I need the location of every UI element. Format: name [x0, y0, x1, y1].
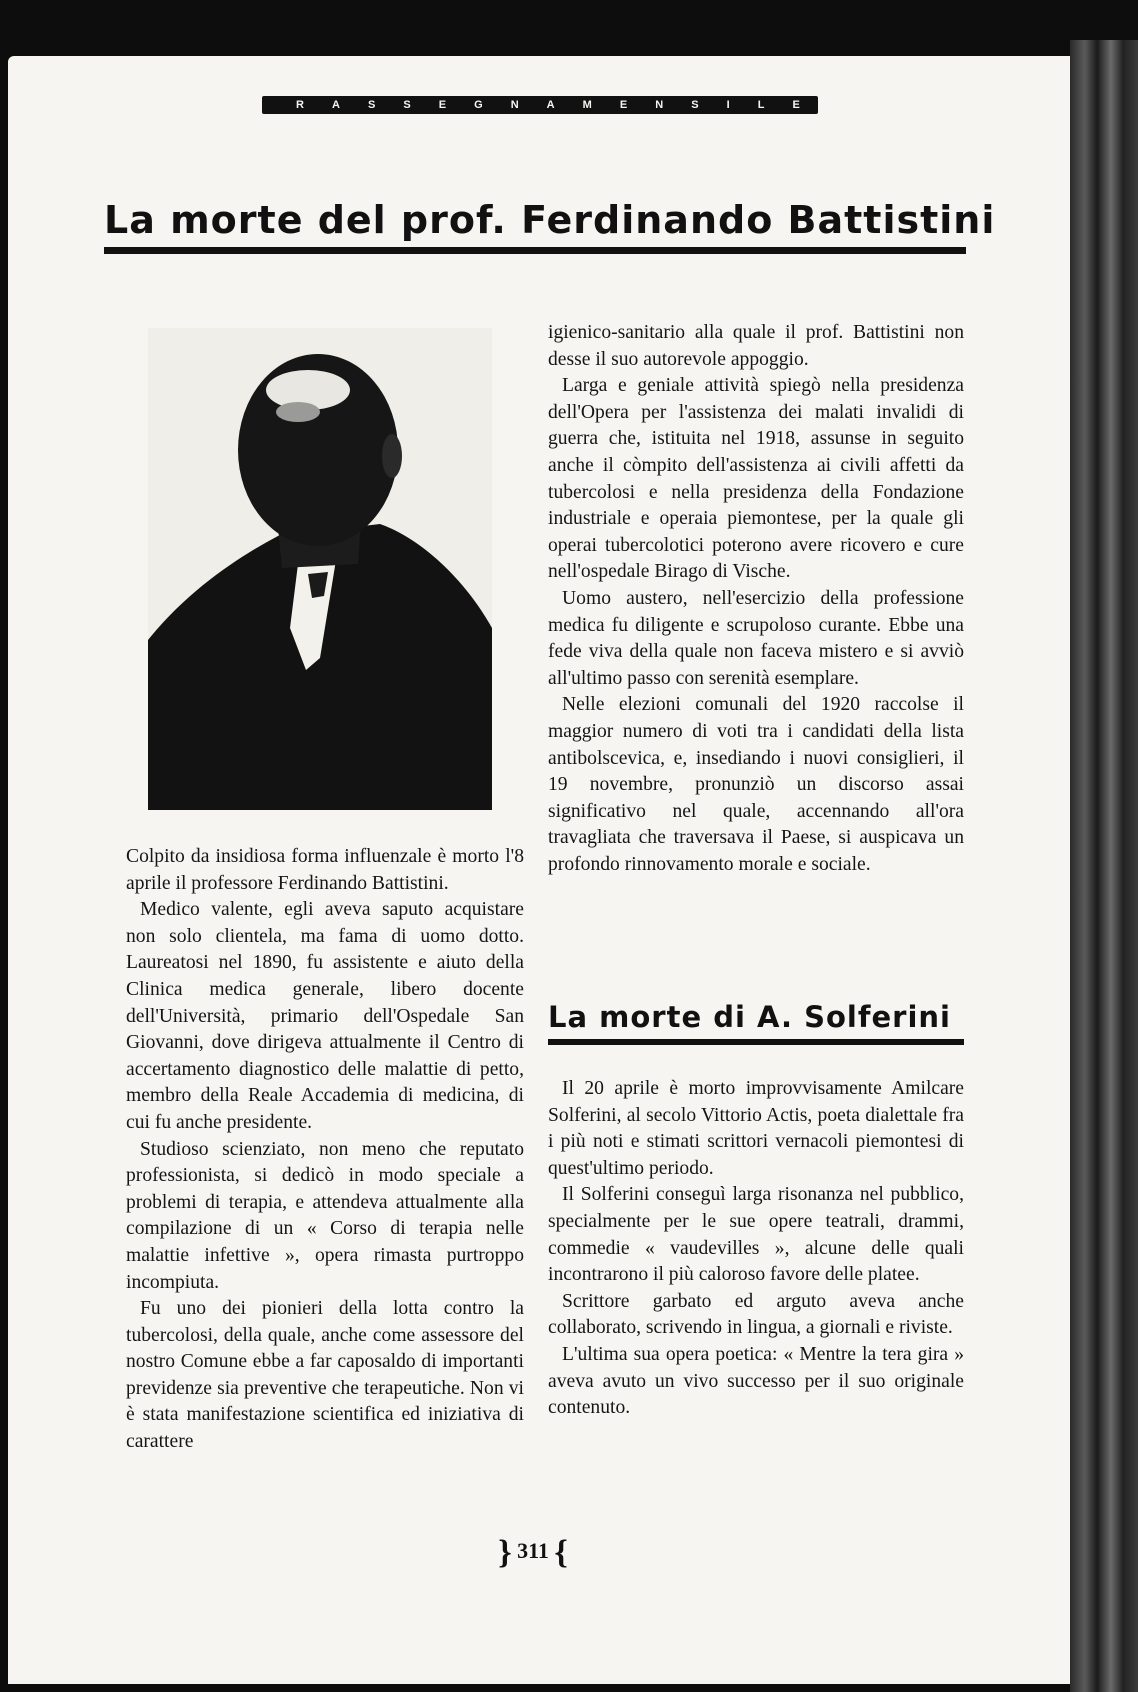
running-header	[262, 96, 818, 114]
title-rule	[104, 247, 966, 254]
book-spine	[1070, 40, 1138, 1692]
header-letter: N	[510, 99, 521, 111]
second-article-body	[548, 1076, 964, 1422]
portrait-photo	[148, 328, 492, 810]
page-ornament-right: {	[554, 1534, 568, 1571]
header-letter: L	[757, 99, 767, 111]
header-letter: M	[582, 99, 594, 111]
header-letter: S	[367, 99, 378, 111]
subtitle-rule	[548, 1039, 964, 1045]
paragraph: Fu uno dei pionieri della lotta contro la tubercolosi, della quale, anche come assessore del nostro Comune ebbe a far caposaldo di importanti previdenze sia preventive che terapeutiche. Non vi è stata manifestazione scientifica ed iniziativa di carattere	[126, 1298, 524, 1453]
paragraph: igienico-sanitario alla quale il prof. Battistini non desse il suo autorevole appoggio.	[548, 322, 964, 370]
left-column	[126, 844, 524, 1456]
paragraph: Medico valente, egli aveva saputo acquistare non solo clientela, ma fama di uomo dotto. Laureatosi nel 1890, fu assistente e aiuto della Clinica medica generale, libero docente dell'Università, primario dell'Ospedale San Giovanni, dove dirigeva attualmente il Centro di accertamento diagnostico delle malattie di petto, membro della Reale Accademia di medicina, di cui fu anche presidente.	[126, 899, 524, 1133]
header-letter: N	[655, 99, 666, 111]
page-ornament-left: }	[498, 1534, 512, 1571]
right-column	[548, 320, 964, 878]
header-letter: A	[331, 99, 342, 111]
header-letter: E	[619, 99, 630, 111]
second-article-title: La morte di A. Solferini	[548, 1000, 951, 1034]
paragraph: Nelle elezioni comunali del 1920 raccolse il maggior numero di voti tra i candidati della lista antibolscevica, e, insediando i nuovi consiglieri, il 19 novembre, pronunziò un discorso assai significativo nel quale, accennando all'ora travagliata che traversava il Paese, si auspicava un profondo rinnovamento morale e sociale.	[548, 694, 964, 875]
header-letter: I	[726, 99, 732, 111]
header-letter: S	[691, 99, 701, 111]
page-number	[488, 1534, 578, 1572]
header-letter: R	[296, 99, 306, 111]
paragraph: Scrittore garbato ed arguto aveva anche collaborato, scrivendo in lingua, a giornali e riviste.	[548, 1290, 964, 1339]
article-title: La morte del prof. Ferdinando Battistini	[104, 198, 996, 242]
paragraph: Colpito da insidiosa forma influenzale è morto l'8 aprile il professore Ferdinando Battistini.	[126, 846, 524, 894]
header-letter: S	[403, 99, 413, 111]
header-letter: A	[546, 99, 557, 111]
paragraph: Larga e geniale attività spiegò nella presidenza dell'Opera per l'assistenza dei malati invalidi di guerra che, istituita nel 1918, assunse in seguito anche il còmpito dell'assistenza ai civili affetti da tubercolosi e nella presidenza della Fondazione industriale e operaia piemontese, per la quale gli operai tubercolotici poterono avere ricovero e cure nell'ospedale Birago di Vische.	[548, 375, 964, 583]
paragraph: Studioso scienziato, non meno che reputato professionista, si dedicò in modo speciale a problemi di terapia, e attendeva attualmente alla compilazione di un « Corso di terapia nelle malattie infettive », opera rimasta purtroppo incompiuta.	[126, 1138, 524, 1293]
paragraph: L'ultima sua opera poetica: « Mentre la tera gira » aveva avuto un vivo successo per il suo originale contenuto.	[548, 1343, 964, 1419]
page-number-text: 311	[517, 1538, 549, 1564]
paragraph: Il Solferini conseguì larga risonanza nel pubblico, specialmente per le sue opere teatrali, drammi, commedie « vaudevilles », alcune delle quali incontrarono il più caloroso favore delle platee.	[548, 1184, 964, 1286]
paragraph: Il 20 aprile è morto improvvisamente Amilcare Solferini, al secolo Vittorio Actis, poeta dialettale fra i più noti e stimati scrittori vernacoli piemontesi di quest'ultimo periodo.	[548, 1078, 964, 1179]
header-letter: E	[792, 99, 802, 111]
paragraph: Uomo austero, nell'esercizio della professione medica fu diligente e scrupoloso curante. Ebbe una fede viva della quale non faceva mistero e si avviò all'ultimo passo con serenità esemplare.	[548, 587, 964, 689]
header-letter: E	[438, 99, 449, 111]
header-letter: G	[474, 99, 485, 111]
